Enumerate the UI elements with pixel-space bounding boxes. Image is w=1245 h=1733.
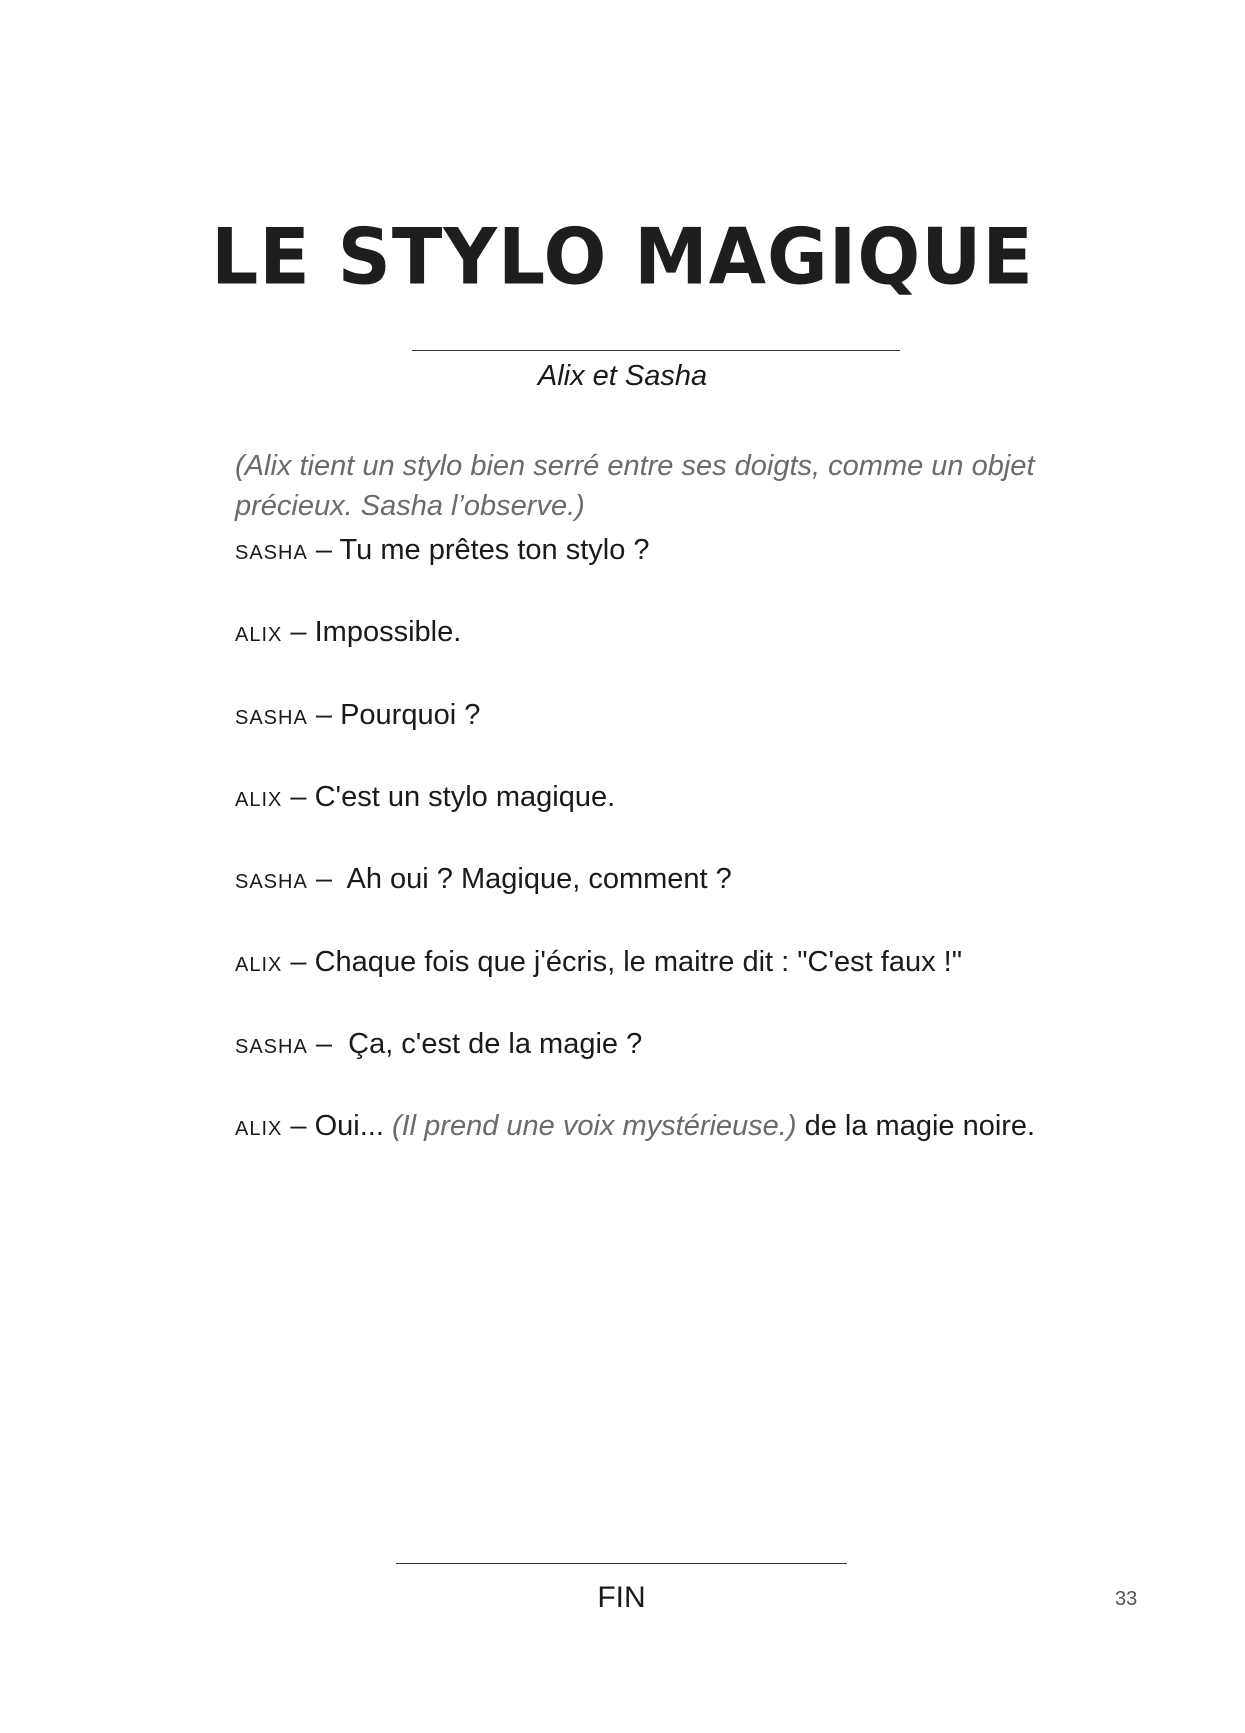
speaker-name: SASHA xyxy=(235,707,308,729)
speaker-name: SASHA xyxy=(235,871,308,893)
end-label: FIN xyxy=(597,1581,646,1614)
dialogue-line xyxy=(235,530,1135,573)
dialogue-text: Ah oui ? Magique, comment ? xyxy=(346,863,732,895)
dialogue-text: Impossible. xyxy=(314,616,462,648)
dialogue-line xyxy=(235,612,1135,655)
dialogue-line xyxy=(235,1106,1135,1149)
dialogue-text: Chaque fois que j'écris, le maitre dit : "C'est faux !" xyxy=(314,946,962,978)
page-number: 33 xyxy=(1115,1588,1138,1610)
dialogue-separator: – xyxy=(307,1028,349,1060)
dialogue-text: Ça, c'est de la magie ? xyxy=(348,1028,643,1060)
speaker-name: ALIX xyxy=(235,1118,283,1140)
play-title: LE STYLO MAGIQUE xyxy=(211,211,1034,303)
dialogue-text: Oui... xyxy=(314,1110,392,1142)
dialogue-separator: – xyxy=(282,946,315,978)
characters-subtitle: Alix et Sasha xyxy=(537,360,708,392)
dialogue-text: C'est un stylo magique. xyxy=(314,781,616,813)
dialogue-text-after: de la magie noire. xyxy=(796,1110,1036,1142)
speaker-name: SASHA xyxy=(235,1036,308,1058)
dialogue-text: Pourquoi ? xyxy=(340,699,481,731)
opening-stage-direction: (Alix tient un stylo bien serré entre ses doigts, comme un objet précieux. Sasha l’observe.) xyxy=(235,450,1035,522)
speaker-name: ALIX xyxy=(235,789,283,811)
dialogue-separator: – xyxy=(282,616,315,648)
dialogue-line xyxy=(235,777,1135,820)
dialogue-line xyxy=(235,942,1135,985)
dialogue-line xyxy=(235,859,1135,902)
dialogue-separator: – xyxy=(307,863,347,895)
end-divider xyxy=(396,1563,847,1564)
title-divider xyxy=(412,350,900,351)
dialogue-text: Tu me prêtes ton stylo ? xyxy=(339,534,650,566)
dialogue-separator: – xyxy=(282,1110,315,1142)
dialogue-separator: – xyxy=(307,534,340,566)
speaker-name: SASHA xyxy=(235,542,308,564)
dialogue-line xyxy=(235,1024,1135,1067)
dialogue-separator: – xyxy=(282,781,315,813)
dialogue-line xyxy=(235,695,1135,738)
speaker-name: ALIX xyxy=(235,624,283,646)
inline-stage-direction: (Il prend une voix mystérieuse.) xyxy=(391,1110,797,1142)
dialogue-separator: – xyxy=(307,699,341,731)
speaker-name: ALIX xyxy=(235,954,283,976)
